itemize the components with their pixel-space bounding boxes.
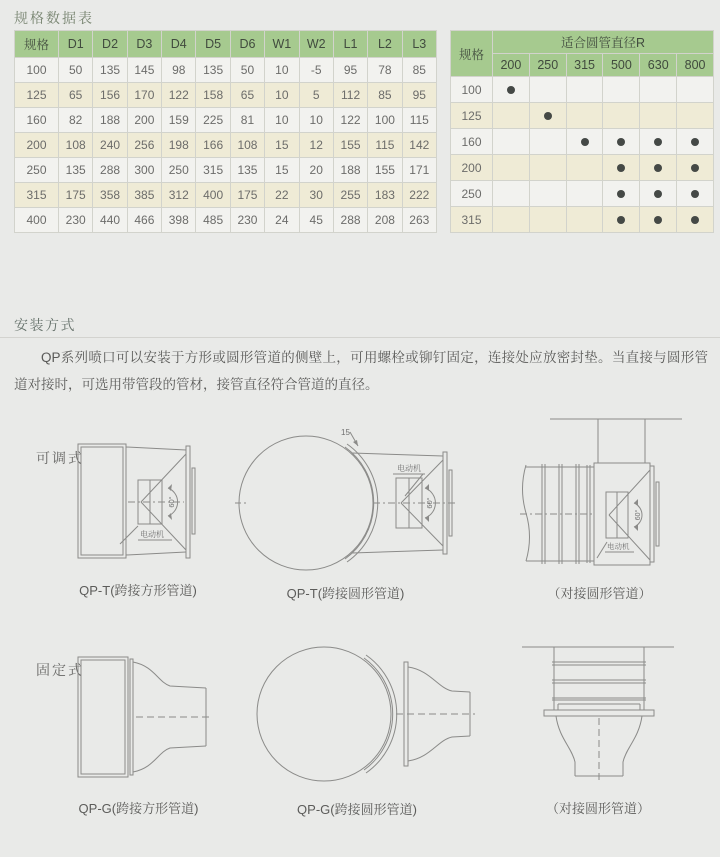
spec-cell-value: 155 [333, 133, 367, 158]
fit-cell-empty [493, 103, 530, 129]
spec-cell-value: 255 [333, 183, 367, 208]
spec-header-cell: L2 [368, 31, 402, 58]
fit-cell-empty [566, 77, 603, 103]
spec-cell-size: 400 [15, 208, 59, 233]
row-label-fixed: 固定式 [36, 662, 84, 678]
spec-cell-value: 10 [265, 58, 299, 83]
spec-cell-value: 10 [265, 108, 299, 133]
fit-cell-empty [566, 103, 603, 129]
spec-row [15, 83, 437, 108]
spec-cell-value: 85 [402, 58, 436, 83]
fit-cell-dot [603, 181, 640, 207]
fit-cell-empty [529, 207, 566, 233]
spec-cell-value: 256 [127, 133, 161, 158]
fit-cell-empty [640, 77, 677, 103]
fit-cell-empty [493, 181, 530, 207]
angle-label: 60° [425, 497, 434, 509]
diagram-qpg-square-duct [66, 652, 211, 782]
spec-cell-size: 125 [15, 83, 59, 108]
fit-row [451, 103, 714, 129]
spec-cell-value: 95 [333, 58, 367, 83]
fit-diameter-cell: 500 [603, 54, 640, 77]
spec-cell-value: 15 [265, 158, 299, 183]
spec-cell-value: 135 [93, 58, 127, 83]
fit-spec-header: 规格 [451, 31, 493, 77]
spec-cell-value: 78 [368, 58, 402, 83]
spec-row [15, 58, 437, 83]
spec-header-cell: D2 [93, 31, 127, 58]
spec-cell-value: 385 [127, 183, 161, 208]
motor-label: 电动机 [607, 542, 630, 551]
spec-cell-value: 135 [59, 158, 93, 183]
figure-caption: QP-G(跨接方形管道) [78, 801, 199, 816]
spec-cell-value: 358 [93, 183, 127, 208]
fit-cell-empty [603, 103, 640, 129]
fit-cell-dot [677, 207, 714, 233]
spec-cell-value: 155 [368, 158, 402, 183]
fit-cell-empty [529, 77, 566, 103]
spec-cell-value: 440 [93, 208, 127, 233]
fit-cell-empty [566, 155, 603, 181]
spec-cell-value: 81 [230, 108, 264, 133]
spec-header-cell: D4 [162, 31, 196, 58]
fit-cell-empty [493, 129, 530, 155]
fit-header-row [451, 31, 714, 54]
fit-cell-empty [529, 181, 566, 207]
spec-cell-value: 240 [93, 133, 127, 158]
install-paragraph: QP系列喷口可以安装于方形或圆形管道的侧壁上，可用螺栓或铆钉固定，连接处应放密封垫。当直接与圆形管道对接时，可选用带管段的管材，接管直径符合管道的直径。 [14, 350, 708, 392]
spec-cell-value: 198 [162, 133, 196, 158]
figure-butt-round-fixed [514, 636, 682, 817]
spec-cell-value: 95 [402, 83, 436, 108]
diagram-butt-round-adjustable [512, 406, 687, 572]
spec-cell-value: 100 [368, 108, 402, 133]
figure-caption: QP-T(跨接方形管道) [79, 583, 197, 598]
spec-cell-value: 20 [299, 158, 333, 183]
spec-header-cell: L3 [402, 31, 436, 58]
fit-cell-dot [640, 207, 677, 233]
spec-cell-value: 5 [299, 83, 333, 108]
spec-row [15, 183, 437, 208]
spec-cell-value: 466 [127, 208, 161, 233]
fit-diameter-cell: 630 [640, 54, 677, 77]
spec-cell-value: 10 [265, 83, 299, 108]
spec-cell-value: 263 [402, 208, 436, 233]
figure-caption: QP-G(跨接圆形管道) [297, 802, 417, 817]
dimension-label: 15 [341, 428, 350, 437]
spec-cell-value: 158 [196, 83, 230, 108]
spec-row [15, 158, 437, 183]
spec-cell-value: 188 [93, 108, 127, 133]
spec-cell-value: 183 [368, 183, 402, 208]
spec-cell-value: 115 [368, 133, 402, 158]
spec-row [15, 133, 437, 158]
spec-cell-value: 398 [162, 208, 196, 233]
row-label-adjustable: 可调式 [36, 450, 84, 466]
spec-cell-value: 208 [368, 208, 402, 233]
dot-marker [654, 190, 662, 198]
figure-caption: （对接圆形管道） [547, 586, 652, 601]
spec-header-cell: L1 [333, 31, 367, 58]
spec-cell-value: 400 [196, 183, 230, 208]
fit-cell-empty [493, 155, 530, 181]
spec-cell-value: 250 [162, 158, 196, 183]
spec-header-row [15, 31, 437, 58]
spec-header-cell: W2 [299, 31, 333, 58]
fit-cell-dot [640, 181, 677, 207]
spec-cell-value: 30 [299, 183, 333, 208]
spec-cell-size: 200 [15, 133, 59, 158]
fit-cell-dot [493, 77, 530, 103]
fit-cell-empty [566, 207, 603, 233]
spec-cell-value: 188 [333, 158, 367, 183]
spec-header-cell: D1 [59, 31, 93, 58]
fit-cell-dot [677, 181, 714, 207]
figure-qpg-round [238, 642, 476, 818]
spec-cell-value: 10 [299, 108, 333, 133]
motor-label: 电动机 [397, 464, 421, 473]
spec-cell-value: 108 [230, 133, 264, 158]
spec-cell-value: 112 [333, 83, 367, 108]
spec-header-cell: D5 [196, 31, 230, 58]
diagram-qpg-round-duct [238, 642, 476, 788]
spec-cell-size: 250 [15, 158, 59, 183]
fit-diameter-cell: 800 [677, 54, 714, 77]
spec-cell-value: 65 [230, 83, 264, 108]
fit-row [451, 77, 714, 103]
fit-cell-dot [603, 207, 640, 233]
spec-cell-value: 15 [265, 133, 299, 158]
fit-diameter-cell: 200 [493, 54, 530, 77]
fit-cell-dot [603, 155, 640, 181]
figure-qpt-round [233, 426, 458, 602]
figure-qpt-square [58, 438, 218, 599]
spec-cell-value: 175 [230, 183, 264, 208]
fit-cell-dot [566, 129, 603, 155]
fit-cell-empty [603, 77, 640, 103]
fit-cell-empty [677, 77, 714, 103]
diagram-qpt-round-duct [233, 426, 458, 571]
fit-cell-dot [529, 103, 566, 129]
spec-cell-size: 160 [15, 108, 59, 133]
dot-marker [617, 216, 625, 224]
spec-cell-value: 166 [196, 133, 230, 158]
fit-row [451, 207, 714, 233]
spec-cell-value: 122 [162, 83, 196, 108]
fit-row [451, 181, 714, 207]
fit-table-body [451, 77, 714, 233]
spec-cell-value: 159 [162, 108, 196, 133]
fit-cell-empty [677, 103, 714, 129]
dot-marker [617, 138, 625, 146]
spec-cell-value: 145 [127, 58, 161, 83]
fit-cell-size: 200 [451, 155, 493, 181]
spec-cell-value: 142 [402, 133, 436, 158]
figure-butt-round-adjustable [512, 406, 687, 602]
spec-cell-size: 315 [15, 183, 59, 208]
fit-cell-dot [677, 155, 714, 181]
diagram-qpt-square-duct [58, 438, 218, 566]
spec-header-cell: 规格 [15, 31, 59, 58]
dot-marker [654, 164, 662, 172]
spec-cell-value: 50 [59, 58, 93, 83]
spec-cell-value: 122 [333, 108, 367, 133]
spec-cell-value: 12 [299, 133, 333, 158]
spec-cell-size: 100 [15, 58, 59, 83]
spec-cell-value: 300 [127, 158, 161, 183]
spec-cell-value: 200 [127, 108, 161, 133]
spec-cell-value: 24 [265, 208, 299, 233]
dot-marker [544, 112, 552, 120]
spec-cell-value: 82 [59, 108, 93, 133]
fit-cell-empty [529, 129, 566, 155]
dot-marker [691, 190, 699, 198]
fit-group-header: 适合圆管直径R [493, 31, 714, 54]
spec-cell-value: 98 [162, 58, 196, 83]
spec-cell-value: 50 [230, 58, 264, 83]
figure-caption: （对接圆形管道） [545, 801, 650, 816]
spec-cell-value: 171 [402, 158, 436, 183]
spec-header-cell: D3 [127, 31, 161, 58]
fit-cell-dot [640, 155, 677, 181]
spec-cell-value: 135 [196, 58, 230, 83]
fit-table [450, 30, 714, 233]
install-heading: 安装方式 [14, 317, 76, 333]
section-divider [0, 337, 720, 338]
dot-marker [617, 190, 625, 198]
figure-qpg-square [66, 652, 211, 817]
fit-row [451, 155, 714, 181]
spec-table-body [15, 58, 437, 233]
diagram-butt-round-fixed [514, 636, 682, 788]
fit-diameter-cell: 315 [566, 54, 603, 77]
fit-cell-size: 160 [451, 129, 493, 155]
spec-cell-value: 85 [368, 83, 402, 108]
fit-cell-size: 250 [451, 181, 493, 207]
spec-cell-value: 65 [59, 83, 93, 108]
spec-table [14, 30, 437, 233]
fit-cell-empty [529, 155, 566, 181]
spec-row [15, 208, 437, 233]
dot-marker [507, 86, 515, 94]
spec-cell-value: 175 [59, 183, 93, 208]
spec-row [15, 108, 437, 133]
spec-cell-value: 135 [230, 158, 264, 183]
dot-marker [691, 164, 699, 172]
spec-cell-value: 288 [333, 208, 367, 233]
spec-cell-value: 315 [196, 158, 230, 183]
fit-cell-size: 315 [451, 207, 493, 233]
spec-cell-value: -5 [299, 58, 333, 83]
fit-cell-dot [640, 129, 677, 155]
spec-cell-value: 156 [93, 83, 127, 108]
fit-cell-dot [677, 129, 714, 155]
spec-cell-value: 115 [402, 108, 436, 133]
spec-cell-value: 225 [196, 108, 230, 133]
motor-label: 电动机 [140, 530, 164, 539]
fit-cell-size: 100 [451, 77, 493, 103]
spec-cell-value: 230 [230, 208, 264, 233]
fit-row [451, 129, 714, 155]
figure-caption: QP-T(跨接圆形管道) [286, 586, 405, 601]
spec-cell-value: 170 [127, 83, 161, 108]
dot-marker [691, 138, 699, 146]
fit-cell-dot [603, 129, 640, 155]
fit-diameter-cell: 250 [529, 54, 566, 77]
spec-cell-value: 230 [59, 208, 93, 233]
spec-header-cell: W1 [265, 31, 299, 58]
dot-marker [654, 138, 662, 146]
fit-cell-empty [640, 103, 677, 129]
spec-table-title: 规格数据表 [14, 10, 94, 26]
angle-label: 60° [635, 509, 642, 521]
spec-cell-value: 108 [59, 133, 93, 158]
spec-cell-value: 485 [196, 208, 230, 233]
spec-cell-value: 222 [402, 183, 436, 208]
fit-cell-size: 125 [451, 103, 493, 129]
fit-cell-empty [566, 181, 603, 207]
spec-cell-value: 45 [299, 208, 333, 233]
spec-cell-value: 312 [162, 183, 196, 208]
dot-marker [581, 138, 589, 146]
dot-marker [691, 216, 699, 224]
spec-cell-value: 288 [93, 158, 127, 183]
dot-marker [617, 164, 625, 172]
angle-label: 60° [167, 496, 176, 508]
dot-marker [654, 216, 662, 224]
spec-cell-value: 22 [265, 183, 299, 208]
spec-header-cell: D6 [230, 31, 264, 58]
fit-cell-empty [493, 207, 530, 233]
